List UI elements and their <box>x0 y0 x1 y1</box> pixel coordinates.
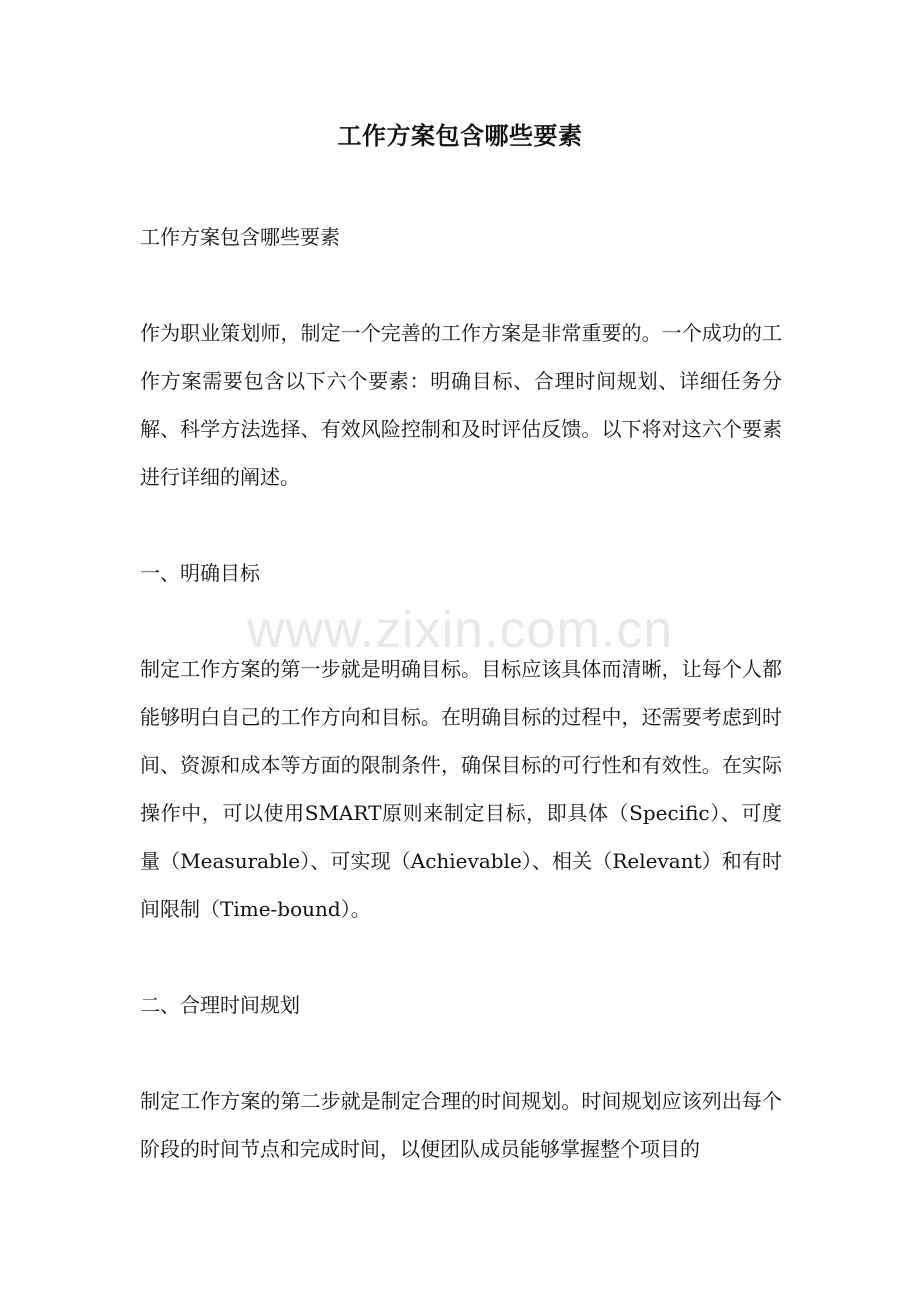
watermark-text: www.zixin.com.cn <box>246 601 674 659</box>
document-subtitle: 工作方案包含哪些要素 <box>140 225 340 249</box>
section1-heading: 一、明确目标 <box>140 561 260 585</box>
section2-heading: 二、合理时间规划 <box>140 993 300 1017</box>
document-title: 工作方案包含哪些要素 <box>337 121 583 150</box>
intro-paragraph: 作为职业策划师，制定一个完善的工作方案是非常重要的。一个成功的工作方案需要包含以下六个要素：明确目标、合理时间规划、详细任务分解、科学方法选择、有效风险控制和及时评估反馈。以下将对这六个要素进行详细的阐述。 <box>140 321 782 489</box>
section2-body: 制定工作方案的第二步就是制定合理的时间规划。时间规划应该列出每个阶段的时间节点和完成时间，以便团队成员能够掌握整个项目的 <box>140 1089 782 1161</box>
section1-body: 制定工作方案的第一步就是明确目标。目标应该具体而清晰，让每个人都能够明白自己的工作方向和目标。在明确目标的过程中，还需要考虑到时间、资源和成本等方面的限制条件，确保目标的可行性和有效性。在实际操作中，可以使用SMART原则来制定目标，即具体（Specific）、可度量（Measurable）、可实现（Achievable）、相关（Relevant）和有时间限制（Time-bound）。 <box>140 657 782 921</box>
document-body <box>140 213 782 1173</box>
